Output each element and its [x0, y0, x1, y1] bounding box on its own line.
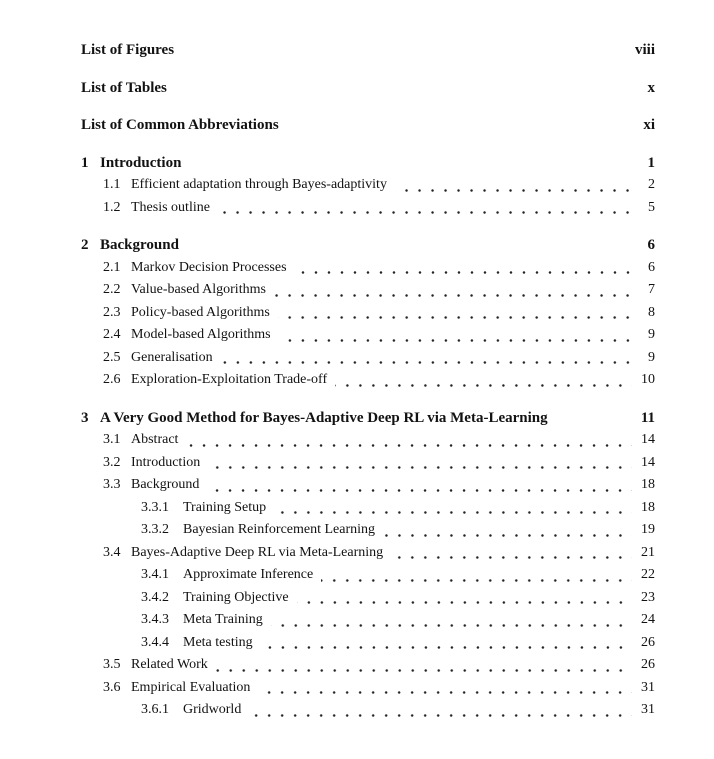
toc-entry-title: Model-based Algorithms: [131, 327, 271, 342]
toc-entry[interactable]: [81, 452, 655, 475]
toc-entry-title: Value-based Algorithms: [131, 282, 266, 297]
toc-entry-page: 22: [641, 567, 655, 582]
dot-leader: [271, 624, 632, 627]
toc-entry[interactable]: [81, 564, 655, 587]
dot-leader: [261, 646, 632, 649]
toc-entry-page: xi: [643, 117, 655, 133]
toc-entry-page: 1: [647, 154, 655, 171]
toc-entry[interactable]: [81, 474, 655, 497]
toc-entry[interactable]: [81, 347, 655, 370]
toc-entry[interactable]: [81, 279, 655, 302]
toc-entry-page: 8: [648, 304, 655, 320]
dot-leader: [207, 489, 632, 492]
toc-entry-number: 3: [81, 409, 89, 426]
toc-entry-title: Meta Training: [183, 612, 263, 627]
toc-entry-page: 26: [641, 657, 655, 672]
toc-entry[interactable]: [81, 609, 655, 632]
toc-entry-title: Approximate Inference: [183, 567, 314, 582]
toc-entry-title: Meta testing: [183, 634, 253, 650]
toc-entry-title: Bayesian Reinforcement Learning: [183, 522, 376, 537]
toc-entry-page: 6: [647, 237, 655, 253]
toc-entry-page: 6: [648, 259, 655, 275]
toc-entry-title: Markov Decision Processes: [131, 259, 287, 275]
dot-leader: [297, 601, 632, 604]
toc-entry-page: 14: [641, 454, 655, 470]
toc-entry-number: 3.6: [103, 679, 121, 695]
toc-entry[interactable]: [81, 654, 655, 677]
dot-leader: [208, 466, 632, 469]
dot-leader: [391, 556, 632, 559]
toc-entry-page: x: [647, 79, 655, 96]
toc-entry-title: Introduction: [131, 454, 201, 470]
toc-entry-page: 9: [648, 349, 655, 365]
toc-entry-page: 31: [641, 702, 655, 717]
toc-entry-number: 2.3: [103, 304, 121, 320]
toc-entry[interactable]: [81, 677, 655, 700]
toc-entry-page: viii: [634, 42, 655, 58]
toc-entry-number: 1.1: [103, 177, 121, 192]
toc-entry[interactable]: [81, 174, 655, 197]
toc-entry-title: Training Setup: [183, 499, 267, 515]
dot-leader: [321, 579, 632, 582]
toc-entry-number: 3.4.3: [141, 612, 169, 627]
toc-entry-page: 24: [641, 612, 655, 627]
toc-entry[interactable]: [81, 39, 655, 62]
toc-entry-title: Training Objective: [183, 589, 289, 605]
toc-entry-page: 9: [648, 327, 655, 342]
dot-leader: [335, 384, 632, 387]
toc-entry-number: 3.5: [103, 657, 121, 672]
toc-entry-page: 23: [641, 589, 655, 605]
dot-leader: [249, 714, 632, 717]
toc-entry-title: A Very Good Method for Bayes-Adaptive Deep RL via Meta-Learning: [100, 409, 548, 426]
dot-leader: [274, 294, 639, 297]
toc-entry[interactable]: [81, 497, 655, 520]
toc-entry[interactable]: [81, 519, 655, 542]
toc-entry-page: 18: [641, 499, 655, 515]
toc-entry-title: Background: [100, 237, 179, 253]
dot-leader: [279, 339, 639, 342]
toc-entry-number: 2.1: [103, 259, 121, 275]
toc-entry[interactable]: [81, 234, 655, 257]
toc-entry-title: List of Tables: [81, 79, 167, 96]
toc-entry-number: 3.3: [103, 477, 121, 492]
toc-entry-number: 3.4: [103, 544, 121, 560]
toc-entry-page: 2: [648, 177, 655, 192]
toc-entry[interactable]: [81, 77, 655, 100]
dot-leader: [258, 691, 632, 694]
toc-entry-page: 11: [640, 409, 655, 426]
toc-entry-number: 2: [81, 237, 89, 253]
toc-entry[interactable]: [81, 257, 655, 280]
toc-entry-number: 3.4.2: [141, 589, 169, 605]
toc-entry-page: 7: [648, 282, 655, 297]
toc-entry[interactable]: [81, 429, 655, 452]
toc-entry[interactable]: [81, 542, 655, 565]
toc-entry-number: 3.6.1: [141, 702, 169, 717]
toc-list: [81, 39, 655, 722]
dot-leader: [189, 166, 638, 169]
toc-entry-page: 26: [641, 634, 655, 650]
toc-entry-title: List of Figures: [81, 42, 175, 58]
toc-entry-number: 3.3.2: [141, 522, 169, 537]
toc-entry-number: 3.4.1: [141, 567, 169, 582]
toc-entry-title: Gridworld: [183, 702, 242, 717]
toc-entry[interactable]: [81, 114, 655, 137]
toc-entry-title: Introduction: [100, 154, 182, 171]
dot-leader: [278, 316, 639, 319]
toc-entry-title: Abstract: [131, 432, 179, 447]
dot-leader: [395, 189, 639, 192]
toc-entry-number: 3.4.4: [141, 634, 169, 650]
toc-entry[interactable]: [81, 632, 655, 655]
dot-leader: [218, 211, 639, 214]
toc-entry-title: Exploration-Exploitation Trade-off: [131, 372, 328, 387]
toc-entry-title: Generalisation: [131, 349, 213, 365]
dot-leader: [187, 249, 639, 252]
toc-entry-number: 2.5: [103, 349, 121, 365]
toc-entry-title: Policy-based Algorithms: [131, 304, 270, 320]
toc-entry[interactable]: [81, 197, 655, 220]
toc-entry-page: 19: [641, 522, 655, 537]
toc-entry-title: Thesis outline: [131, 199, 210, 215]
toc-entry-title: Efficient adaptation through Bayes-adaptivity: [131, 177, 387, 192]
toc-entry-title: Bayes-Adaptive Deep RL via Meta-Learning: [131, 544, 384, 560]
toc-entry[interactable]: [81, 152, 655, 175]
toc-entry-number: 3.2: [103, 454, 121, 470]
dot-leader: [175, 91, 639, 94]
toc-entry-title: Related Work: [131, 657, 208, 672]
toc-entry-page: 31: [641, 679, 655, 695]
toc-entry[interactable]: [81, 324, 655, 347]
toc-entry[interactable]: [81, 369, 655, 392]
toc-entry-page: 14: [641, 432, 655, 447]
toc-entry-number: 3.3.1: [141, 499, 169, 515]
toc-entry[interactable]: [81, 407, 655, 430]
toc-entry-number: 2.6: [103, 372, 121, 387]
toc-entry-page: 10: [641, 372, 655, 387]
toc-entry-number: 2.2: [103, 282, 121, 297]
toc-entry-page: 5: [648, 199, 655, 215]
toc-entry-number: 2.4: [103, 327, 121, 342]
toc-entry-title: List of Common Abbreviations: [81, 117, 279, 133]
toc-entry[interactable]: [81, 302, 655, 325]
dot-leader: [186, 444, 632, 447]
toc-entry[interactable]: [81, 699, 655, 722]
dot-leader: [216, 669, 632, 672]
toc-entry-page: 18: [641, 477, 655, 492]
toc-entry-number: 1: [81, 154, 89, 171]
toc-entry-number: 1.2: [103, 199, 121, 215]
dot-leader: [556, 421, 632, 424]
dot-leader: [295, 271, 639, 274]
dot-leader: [383, 534, 632, 537]
dot-leader: [274, 511, 632, 514]
toc-entry-title: Empirical Evaluation: [131, 679, 251, 695]
dot-leader: [287, 129, 635, 132]
dot-leader: [182, 54, 626, 57]
toc-entry-number: 3.1: [103, 432, 121, 447]
dot-leader: [221, 361, 639, 364]
toc-entry[interactable]: [81, 587, 655, 610]
toc-entry-page: 21: [641, 544, 655, 560]
toc-entry-title: Background: [131, 477, 200, 492]
